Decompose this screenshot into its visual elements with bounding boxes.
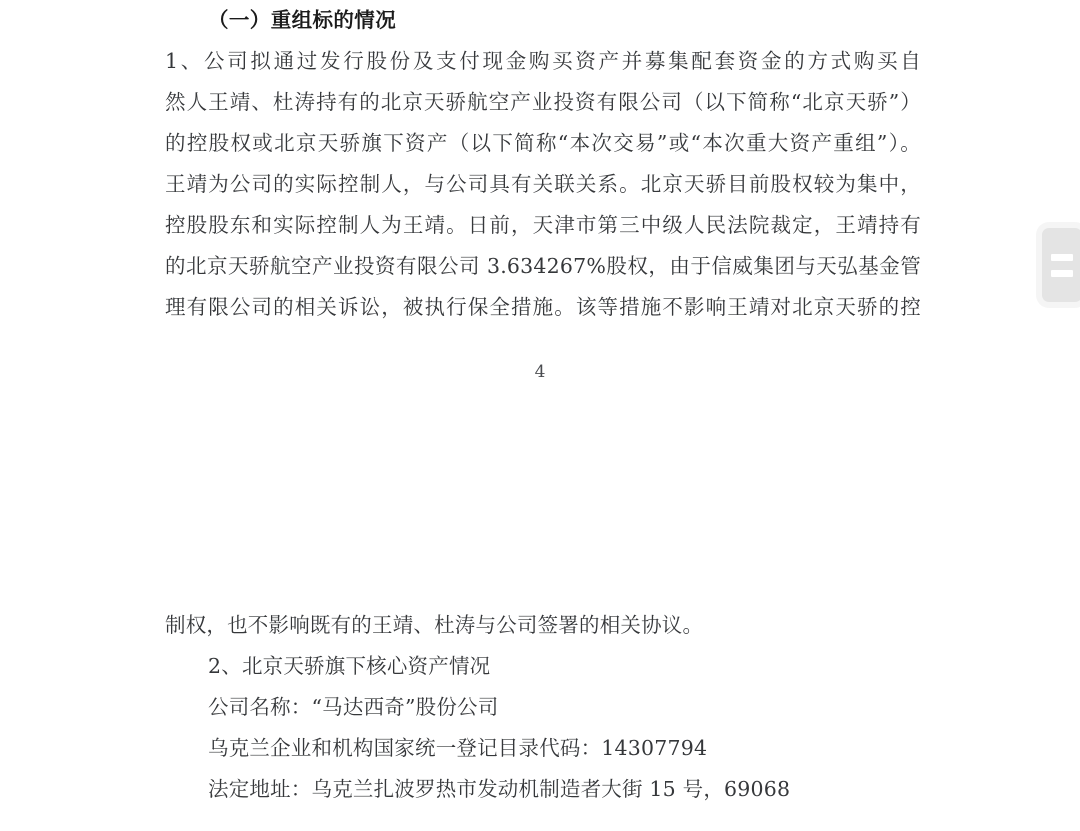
section-heading: （一）重组标的情况 bbox=[208, 8, 397, 32]
paragraph-two-continuation: 制权，也不影响既有的王靖、杜涛与公司签署的相关协议。 bbox=[165, 613, 704, 637]
company-name-line: 公司名称：“马达西奇”股份公司 bbox=[208, 695, 499, 719]
item-2-heading: 2、北京天骄旗下核心资产情况 bbox=[208, 654, 491, 678]
registry-code-line: 乌克兰企业和机构国家统一登记目录代码：14307794 bbox=[208, 736, 708, 760]
paragraph-line: 控股股东和实际控制人为王靖。日前，天津市第三中级人民法院裁定，王靖持有 bbox=[165, 213, 921, 237]
paragraph-line: 的北京天骄航空产业投资有限公司 3.634267%股权，由于信威集团与天弘基金管 bbox=[165, 254, 921, 278]
paragraph-line: 王靖为公司的实际控制人，与公司具有关联关系。北京天骄目前股权较为集中， bbox=[165, 172, 921, 196]
page-break-gap bbox=[0, 400, 1080, 605]
drag-handle[interactable] bbox=[1042, 228, 1080, 302]
document-text-column bbox=[165, 0, 921, 328]
paragraph-line: 然人王靖、杜涛持有的北京天骄航空产业投资有限公司（以下简称“北京天骄”） bbox=[165, 90, 921, 114]
legal-address-line: 法定地址：乌克兰扎波罗热市发动机制造者大街 15 号，69068 bbox=[208, 777, 791, 801]
document-text-column-lower bbox=[165, 605, 921, 810]
grip-line-icon bbox=[1051, 270, 1073, 277]
paragraph-line: 理有限公司的相关诉讼，被执行保全措施。该等措施不影响王靖对北京天骄的控 bbox=[165, 295, 921, 319]
page-number: 4 bbox=[534, 362, 546, 382]
paragraph-line: 1、公司拟通过发行股份及支付现金购买资产并募集配套资金的方式购买自 bbox=[165, 49, 921, 73]
paragraph-one bbox=[165, 41, 921, 328]
paragraph-line: 的控股权或北京天骄旗下资产（以下简称“本次交易”或“本次重大资产重组”）。 bbox=[165, 131, 921, 155]
grip-line-icon bbox=[1051, 254, 1073, 261]
